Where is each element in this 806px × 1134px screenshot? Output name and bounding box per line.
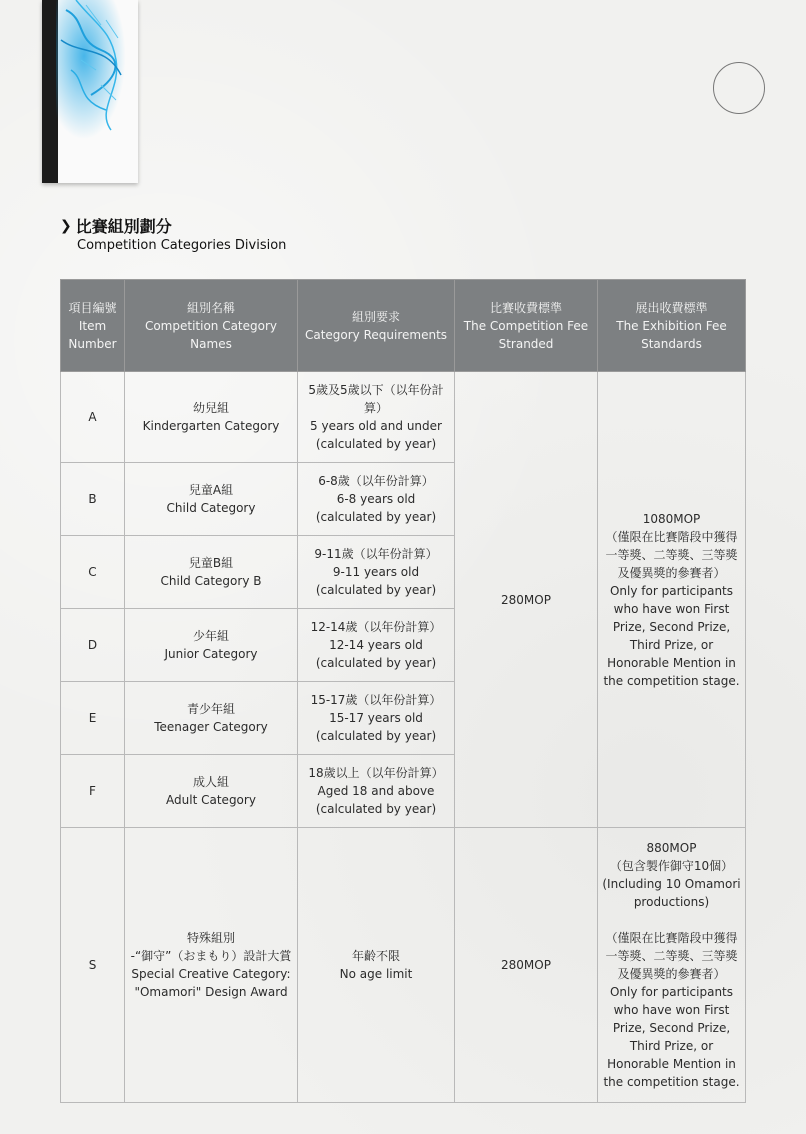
section-heading	[60, 214, 286, 253]
header-category-requirements: 組別要求 Category Requirements	[298, 280, 455, 372]
item-id: C	[61, 536, 125, 609]
table-row	[61, 828, 746, 1103]
header-exhibition-fee: 展出收費標準 The Exhibition Fee Standards	[598, 280, 746, 372]
circle-ornament	[713, 62, 765, 114]
artwork-brush-strokes	[56, 0, 136, 140]
category-requirement: 5歲及5歲以下（以年份計算） 5 years old and under (calculated by year)	[298, 372, 455, 463]
header-competition-fee: 比賽收費標準 The Competition Fee Stranded	[455, 280, 598, 372]
chevron-right-icon: ❯	[60, 217, 72, 234]
category-requirement: 6-8歲（以年份計算） 6-8 years old (calculated by year)	[298, 463, 455, 536]
exhibition-fee: 880MOP （包含製作御守10個） (Including 10 Omamori productions) （僅限在比賽階段中獲得一等獎、二等獎、三等獎及優異獎的參賽者） Only for participants who have won First Prize, Second Prize, Third Prize, or Honorable Mention in the competition stage.	[598, 828, 746, 1103]
category-name: 幼兒組 Kindergarten Category	[125, 372, 298, 463]
section-title-zh: 比賽組別劃分	[75, 217, 172, 236]
table-header-row	[61, 280, 746, 372]
item-id: B	[61, 463, 125, 536]
category-requirement: 年齡不限 No age limit	[298, 828, 455, 1103]
competition-fee: 280MOP	[455, 828, 598, 1103]
competition-fee: 280MOP	[455, 372, 598, 828]
section-title-en: Competition Categories Division	[77, 238, 287, 253]
category-requirement: 18歲以上（以年份計算） Aged 18 and above (calculated by year)	[298, 755, 455, 828]
header-item-number: 項目編號 Item Number	[61, 280, 125, 372]
category-requirement: 12-14歲（以年份計算） 12-14 years old (calculated by year)	[298, 609, 455, 682]
category-name: 青少年組 Teenager Category	[125, 682, 298, 755]
decorative-artwork	[42, 0, 138, 183]
category-name: 成人組 Adult Category	[125, 755, 298, 828]
categories-table	[60, 279, 746, 1103]
exhibition-fee: 1080MOP （僅限在比賽階段中獲得一等獎、二等獎、三等獎及優異獎的參賽者） Only for participants who have won First Prize, Second Prize, Third Prize, or Honorable Mention in the competition stage.	[598, 372, 746, 828]
category-name: 特殊組別 -“御守”（おまもり）設計大賞 Special Creative Category: "Omamori" Design Award	[125, 828, 298, 1103]
item-id: D	[61, 609, 125, 682]
category-name: 兒童B組 Child Category B	[125, 536, 298, 609]
category-name: 少年組 Junior Category	[125, 609, 298, 682]
item-id: S	[61, 828, 125, 1103]
item-id: F	[61, 755, 125, 828]
category-requirement: 15-17歲（以年份計算） 15-17 years old (calculated by year)	[298, 682, 455, 755]
item-id: A	[61, 372, 125, 463]
category-requirement: 9-11歲（以年份計算） 9-11 years old (calculated by year)	[298, 536, 455, 609]
table-row	[61, 372, 746, 463]
header-category-names: 組別名稱 Competition Category Names	[125, 280, 298, 372]
category-name: 兒童A組 Child Category	[125, 463, 298, 536]
item-id: E	[61, 682, 125, 755]
